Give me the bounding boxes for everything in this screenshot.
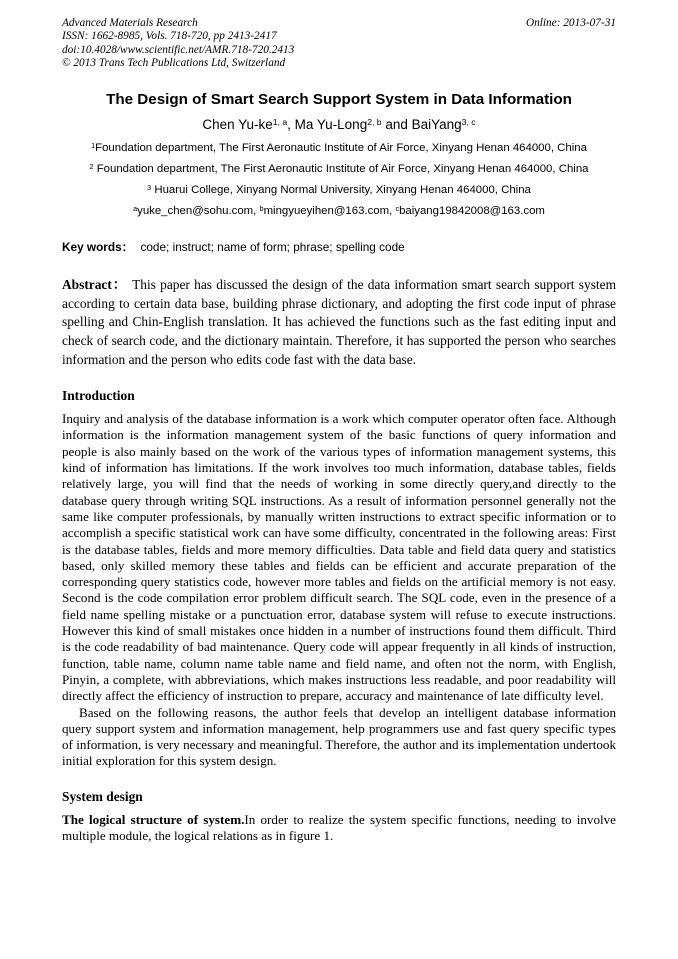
keywords-text: code; instruct; name of form; phrase; spelling code — [140, 240, 405, 255]
email-sup-b: b — [259, 203, 264, 213]
introduction-paragraph-2: Based on the following reasons, the author feels that develop an intelligent database information query support system and information management, help programmers use and fast query specific types of information, is very necessary and meaningful. Therefore, the author and its implementation undertook initial exploration for this system design. — [62, 704, 616, 769]
author-name-1: Chen Yu-ke — [202, 117, 273, 133]
affiliation-text-1: Foundation department, The First Aeronautic Institute of Air Force, Xinyang Henan 464000, China — [95, 142, 587, 155]
issn-line: ISSN: 1662-8985, Vols. 718-720, pp 2413-2417 — [62, 30, 277, 43]
affiliation-text-3: Huarui College, Xinyang Normal University, Xinyang Henan 464000, China — [151, 184, 531, 197]
journal-info-block — [62, 17, 294, 70]
email-text-c: baiyang19842008@163.com — [399, 205, 545, 218]
email-text-b: mingyueyihen@163.com, — [263, 205, 396, 218]
journal-header — [62, 17, 616, 70]
affiliation-sup-2: 2 — [89, 161, 94, 171]
email-line — [62, 205, 616, 218]
author-sup-1: 1, a — [272, 117, 288, 128]
doi-line: doi:10.4028/www.scientific.net/AMR.718-720.2413 — [62, 43, 295, 56]
abstract-text: This paper has discussed the design of the data information smart search support system according to certain data base, building phrase dictionary, and adopting the first code input of phrase spelling and Chin-English translation. It has achieved the functions such as the fast editing input and check of search code, and the dictionary maintain. Therefore, it has supported the person who searches information and the person who edits code fast with the data base. — [62, 277, 616, 367]
author-sup-3: 3, c — [461, 117, 476, 128]
introduction-paragraph-1: Inquiry and analysis of the database information is a work which computer operator often face. Although information is the information management system of the basic functions of query information and people is also mainly based on the work of the various types of information management systems, this kind of information has limitations. If the work involves too much information, database tables, fields relatively large, you will find that the needs of working in some directly query,and directly to the database query through writing SQL instructions. As a result of information personnel generally not the same like computer professionals, by manually written instructions to extract specific information or to accomplish a specific statistical work can have some difficulty, concentrated in the following areas: First is the database tables, fields and more memory difficulties. Data table and field data query and statistics based, only skilled memory these tables and fields can be efficient and accurate preparation of the corresponding query statistics code, however more tables and fields on the artificial memory is not easy. Second is the code compilation error problem difficult search. The SQL code, even in the presence of a field name spelling mistake or a punctuation error, database system will refuse to execute instructions. However this kind of small mistakes once hidden in a number of instructions found them difficult. Third is the code readability of bad maintenance. Query code will appear frequently in all kinds of instruction, function, table name, column name table name and field name, and often not the norm, with English, Pinyin, a complete, with abbreviations, which makes instructions less readable, and poor readability will directly affect the efficiency of instruction to prepare, accuracy and maintenance of late difficulty level. — [62, 411, 616, 704]
online-date: Online: 2013-07-31 — [525, 17, 616, 29]
author-name-3: BaiYang — [411, 117, 462, 133]
logical-structure-text: In order to realize the system specific functions, needing to involve multiple module, the logical relations as in figure 1. — [62, 811, 616, 843]
email-sup-a: a — [133, 203, 138, 213]
affiliation-sup-1: 1 — [91, 140, 96, 150]
author-line — [62, 117, 616, 134]
author-name-2: Ma Yu-Long — [294, 117, 368, 133]
abstract-label: Abstract： — [62, 277, 128, 293]
keywords-label: Key words： — [62, 240, 134, 255]
affiliation-line-2 — [62, 163, 616, 176]
system-design-paragraph — [62, 812, 616, 845]
abstract-paragraph — [62, 276, 616, 369]
email-sup-c: c — [395, 203, 400, 213]
paper-title: The Design of Smart Search Support System in Data Information — [106, 91, 572, 109]
affiliation-text-2: Foundation department, The First Aeronautic Institute of Air Force, Xinyang Henan 464000, China — [93, 163, 589, 176]
journal-name: Advanced Materials Research — [62, 17, 198, 29]
email-text-a: yuke_chen@sohu.com, — [137, 205, 260, 218]
affiliation-line-3 — [62, 184, 616, 197]
section-heading-system-design: System design — [62, 788, 143, 804]
logical-structure-label: The logical structure of system. — [62, 811, 245, 827]
section-heading-introduction: Introduction — [62, 388, 135, 404]
affiliation-sup-3: 3 — [147, 182, 152, 192]
author-sup-2: 2, b — [367, 117, 382, 128]
copyright-line: © 2013 Trans Tech Publications Ltd, Switzerland — [62, 56, 286, 69]
keywords-line — [62, 240, 616, 254]
affiliation-line-1 — [62, 142, 616, 155]
author-separator-2: and — [381, 117, 412, 133]
author-separator-1: , — [287, 117, 295, 133]
